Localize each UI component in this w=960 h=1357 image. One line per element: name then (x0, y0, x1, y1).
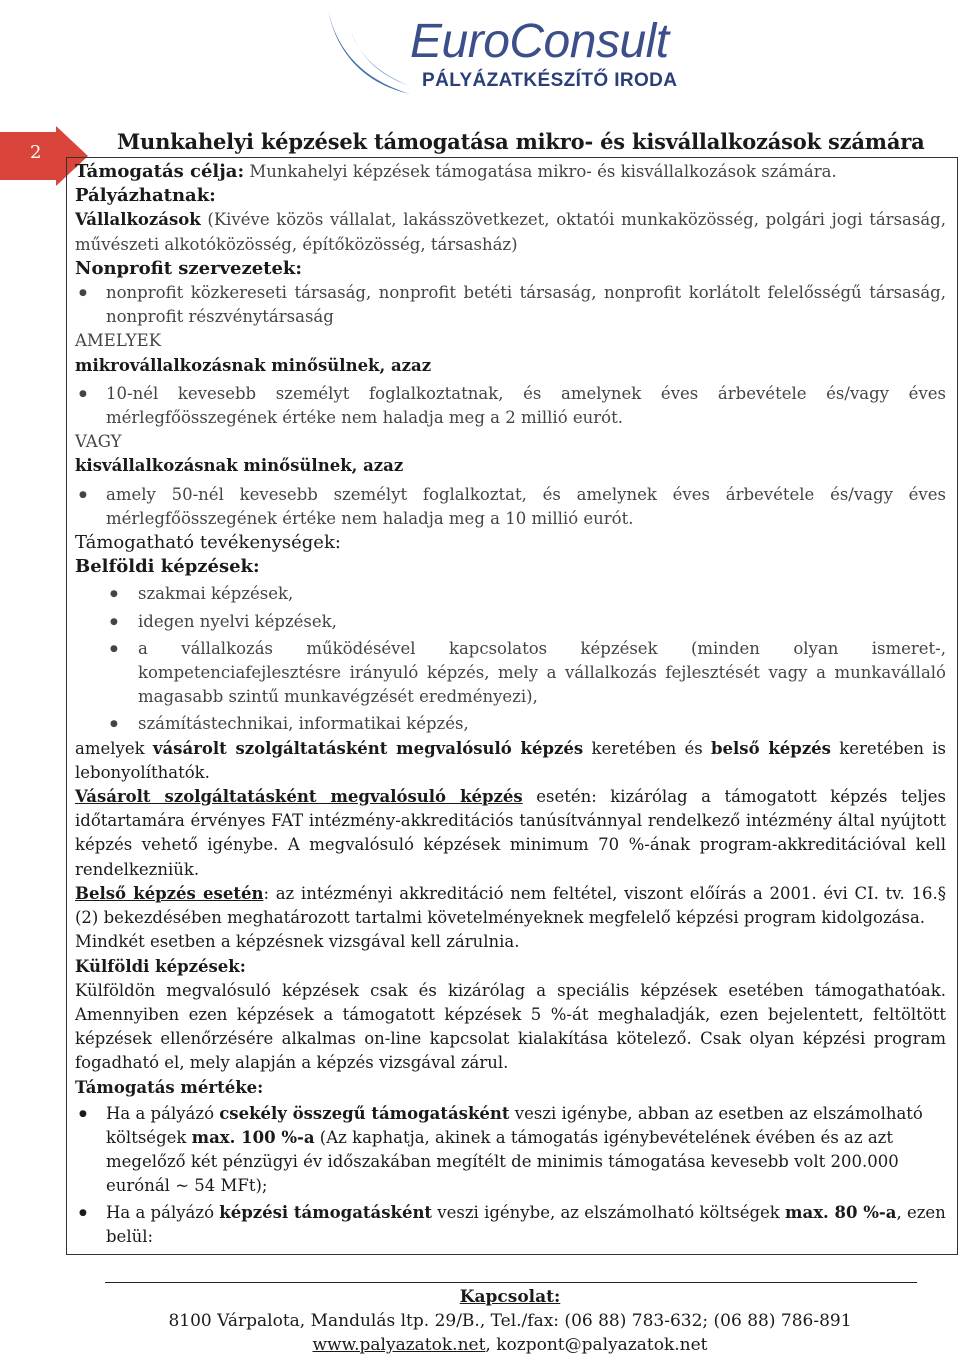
list-item: ● számítástechnikai, informatikai képzés, (75, 712, 946, 736)
goal-text: Munkahelyi képzések támogatása mikro- és kisvállalkozások számára. (244, 162, 837, 181)
list-item (75, 1201, 946, 1249)
list-item (75, 1102, 946, 1199)
logo-name: EuroConsult (410, 15, 669, 68)
domestic-heading: Belföldi képzések: (75, 556, 260, 578)
list-item: ● szakmai képzések, (75, 582, 946, 606)
companies-label: Vállalkozások (75, 210, 201, 230)
email-text: , kozpont@palyazatok.net (485, 1335, 708, 1355)
rate1-bold-b: csekély összegű támogatásként (219, 1103, 510, 1123)
internal-paragraph (75, 882, 946, 930)
rate1-bold-d: max. 100 %-a (191, 1127, 315, 1147)
list-item: ● idegen nyelvi képzések, (75, 610, 946, 634)
support-rate-list (75, 1102, 946, 1249)
page-number: 2 (30, 142, 42, 163)
activities-heading: Támogatható tevékenységek: (75, 532, 341, 554)
content-body (75, 160, 946, 1249)
rate2-text-a: Ha a pályázó (106, 1202, 220, 1222)
domestic-list (75, 582, 946, 736)
page-title: Munkahelyi képzések támogatása mikro- és kisvállalkozások számára (117, 129, 925, 154)
applicants-heading: Pályázhatnak: (75, 185, 216, 207)
footer-contact (0, 1335, 960, 1355)
goal-line (75, 160, 946, 184)
or-label: VAGY (75, 432, 122, 452)
list-item: ● a vállalkozás működésével kapcsolatos képzések (minden olyan ismeret-, kompetenciafejlesztésre irányuló képzés, mely a vállalkozás fejlesztését vagy a munkavállaló magasabb szintű munkavégzését eredményezi), (75, 637, 946, 710)
nonprofit-heading: Nonprofit szervezetek: (75, 257, 303, 279)
companies-paragraph (75, 208, 946, 256)
micro-heading: mikrovállalkozásnak minősülnek, azaz (75, 355, 432, 375)
foreign-heading: Külföldi képzések: (75, 956, 246, 976)
rate2-bold-d: max. 80 %-a (785, 1202, 897, 1222)
summary-bold-2: belső képzés (710, 738, 831, 758)
which-label: AMELYEK (75, 331, 162, 351)
internal-label: Belső képzés esetén (75, 883, 264, 903)
logo-subtitle: PÁLYÁZATKÉSZÍTŐ IRODA (422, 70, 678, 91)
small-list (75, 483, 946, 531)
rate2-text-e: , ezen belül: (106, 1202, 946, 1246)
internal-text: : az intézményi akkreditáció nem feltétel, viszont előírás a 2001. évi CI. tv. 16.§ (2) bekezdésében meghatározott tartalmi követelményeknek megfelelő képzési program kidolgozása. (75, 883, 946, 928)
purchased-paragraph (75, 785, 946, 882)
foreign-paragraph: Külföldön megvalósuló képzések csak és kizárólag a speciális képzések esetében támogathatóak. Amennyiben ezen képzések a támogatott képzések 5 %-át meghaladják, ezen bejelentett, feltöltött képzések ellenőrzésére alkalmas on-line kapcsolat kialakítása kötelező. Csak olyan képzési program fogadható el, mely alapján a képzés vizsgával zárul. (75, 980, 946, 1073)
website-link[interactable]: www.palyazatok.net (312, 1335, 486, 1355)
rate2-text-c: veszi igénybe, az elszámolható költségek (432, 1202, 786, 1222)
summary-bold-1: vásárolt szolgáltatásként megvalósuló képzés (152, 738, 584, 758)
list-item: ● amely 50-nél kevesebb személyt foglalkoztat, és amelynek éves árbevétele és/vagy éves mérlegfőösszegének értéke nem haladja meg a 10 millió eurót. (75, 483, 946, 531)
rate1-text-e: (Az kaphatja, akinek a támogatás igénybevételének évében és az azt megelőző két pénzügyi év időszakában megítélt de minimis támogatása kevesebb volt 200.000 eurónál ~ 54 MFt); (106, 1127, 899, 1196)
micro-list (75, 382, 946, 430)
footer-heading: Kapcsolat: (459, 1287, 561, 1307)
rate1-text-a: Ha a pályázó (106, 1103, 220, 1123)
small-heading: kisvállalkozásnak minősülnek, azaz (75, 456, 404, 476)
rate2-bold-b: képzési támogatásként (219, 1202, 433, 1222)
list-item: ● 10-nél kevesebb személyt foglalkoztatnak, és amelynek éves árbevétele és/vagy éves mérlegfőösszegének értéke nem haladja meg a 2 millió eurót. (75, 382, 946, 430)
summary-text-2: keretében és (583, 738, 711, 758)
rate1-text-c: veszi igénybe, abban az esetben az elszámolható költségek (106, 1103, 923, 1147)
footer-divider (105, 1282, 917, 1283)
goal-label: Támogatás célja: (75, 161, 245, 182)
companies-text: (Kivéve közös vállalat, lakásszövetkezet, oktatói munkaközösség, polgári jogi társaság, művészeti alkotóközösség, építőközösség, társasház) (75, 210, 946, 254)
summary-text-3: keretében is lebonyolíthatók. (75, 738, 947, 782)
nonprofit-list (75, 281, 946, 329)
footer-address: 8100 Várpalota, Mandulás ltp. 29/B., Tel./fax: (06 88) 783-632; (06 88) 786-891 (168, 1311, 852, 1331)
delivery-summary (75, 737, 946, 785)
purchased-label: Vásárolt szolgáltatásként megvalósuló képzés (75, 787, 523, 807)
summary-text-1: amelyek (75, 738, 153, 758)
company-logo (318, 6, 698, 98)
purchased-text: esetén: kizárólag a támogatott képzés teljes időtartamára érvényes FAT intézmény-akkreditációs tanúsítvánnyal rendelkező intézmény által nyújtott képzés vehető igénybe. A megvalósuló képzések minimum 70 %-ának program-akkreditációval kell rendelkezniük. (75, 787, 947, 879)
list-item: ● nonprofit közkereseti társaság, nonprofit betéti társaság, nonprofit korlátolt felelősségű társaság, nonprofit részvénytársaság (75, 281, 946, 329)
exam-paragraph: Mindkét esetben a képzésnek vizsgával kell zárulnia. (75, 932, 520, 952)
support-rate-heading: Támogatás mértéke: (75, 1077, 264, 1097)
